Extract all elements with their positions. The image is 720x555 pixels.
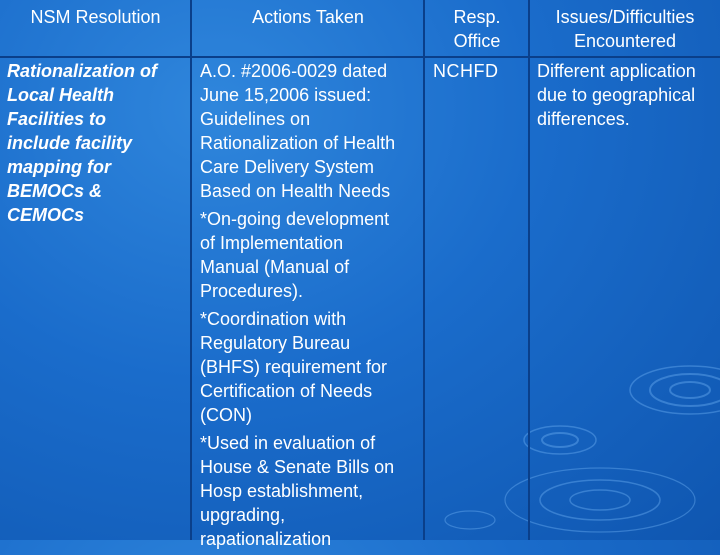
- header-issues-difficulties: Issues/Difficulties Encountered: [555, 7, 695, 51]
- cell-office: NCHFD: [433, 61, 499, 81]
- action-paragraph-2: *On-going development of Implementation Manual (Manual of Procedures).: [200, 209, 390, 301]
- header-actions-taken: Actions Taken: [252, 7, 364, 27]
- column-actions-taken: [192, 0, 424, 549]
- cell-actions: [200, 59, 422, 555]
- column-issues-difficulties: [530, 0, 720, 540]
- column-responsible-office: [425, 0, 529, 540]
- action-paragraph-1: A.O. #2006-0029 dated June 15,2006 issued: Guidelines on Rationalization of Health Care Delivery System Based on Health Needs: [200, 61, 396, 201]
- cell-issues: Different application due to geographical differences.: [537, 61, 696, 129]
- action-paragraph-4: *Used in evaluation of House & Senate Bills on Hosp establishment, upgrading, rapationalization: [200, 433, 395, 549]
- column-nsm-resolution: [0, 0, 191, 540]
- cell-resolution: Rationalization of Local Health Facilities to include facility mapping for BEMOCs & CEMOCs: [7, 61, 157, 225]
- action-paragraph-3: *Coordination with Regulatory Bureau (BHFS) requirement for Certification of Needs (CON): [200, 309, 388, 425]
- header-resp-office: Resp. Office: [453, 7, 501, 51]
- header-nsm-resolution: NSM Resolution: [30, 7, 161, 27]
